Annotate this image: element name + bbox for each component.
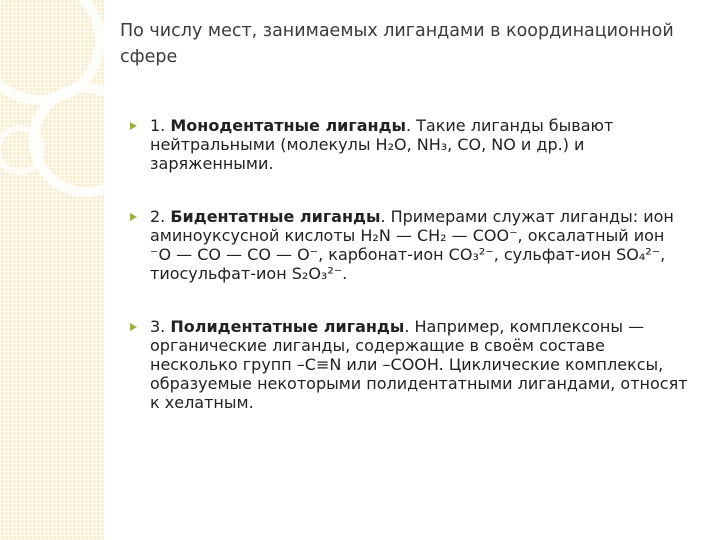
- list-item-bidentate: [130, 207, 690, 283]
- item-text: . Например, комплексоны — органические лиганды, содержащие в своём составе несколько групп –C≡N или –COOH. Циклические комплексы, образуемые некоторыми полидентатными лигандами, относят к хелатным.: [150, 317, 688, 412]
- ligand-list: [130, 116, 690, 412]
- bullet-icon: [130, 323, 137, 331]
- item-term: Бидентатные лиганды: [170, 207, 381, 226]
- bullet-icon: [130, 213, 137, 221]
- decorative-circles: [0, 0, 104, 540]
- slide-title: По числу мест, занимаемых лигандами в координационной сфере: [120, 21, 674, 67]
- decorative-side-panel: [0, 0, 104, 540]
- item-number: 2.: [150, 207, 166, 226]
- item-number: 1.: [150, 116, 166, 135]
- item-term: Монодентатные лиганды: [170, 116, 406, 135]
- bullet-icon: [130, 122, 137, 130]
- list-item-monodentate: [130, 116, 690, 173]
- item-term: Полидентатные лиганды: [170, 317, 405, 336]
- list-item-polydentate: [130, 317, 690, 412]
- item-text: . Такие лиганды бывают нейтральными (молекулы H₂O, NH₃, CO, NO и др.) и заряженными.: [150, 116, 614, 173]
- item-number: 3.: [150, 317, 166, 336]
- item-text: . Примерами служат лиганды: ион аминоуксусной кислоты H₂N — CH₂ — COO⁻, оксалатный ион ⁻O — CO — CO — O⁻, карбонат-ион CO₃²⁻, сульфат-ион SO₄²⁻, тиосульфат-ион S₂O₃²⁻.: [150, 207, 674, 283]
